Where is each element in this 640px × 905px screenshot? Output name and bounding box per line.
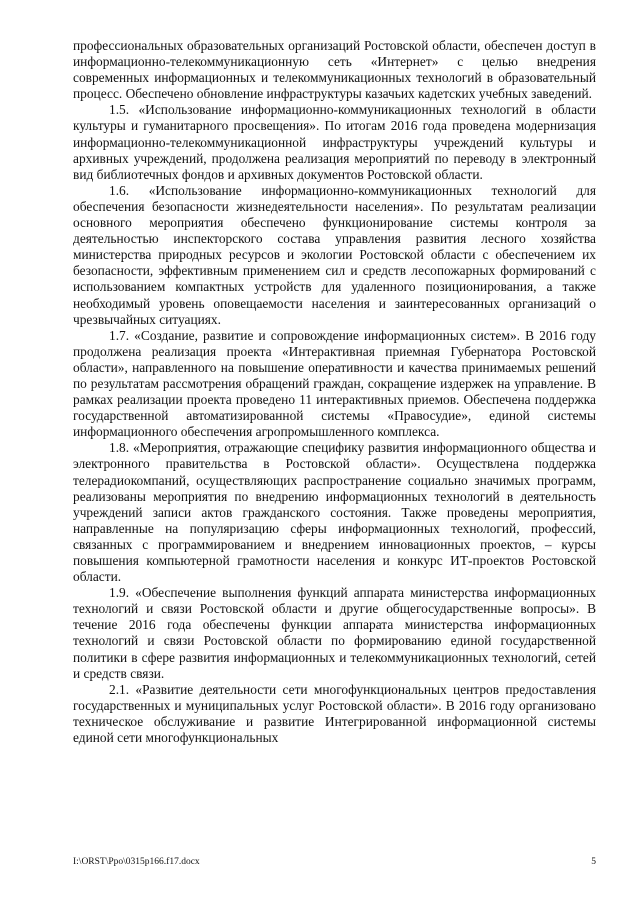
- footer-file-path: I:\ORST\Ppo\0315p166.f17.docx: [73, 857, 200, 867]
- page-footer: [73, 857, 596, 871]
- page-number: 5: [591, 857, 596, 867]
- paragraph-1-8: 1.8. «Мероприятия, отражающие специфику развития информационного общества и электронного правительства в Ростовской области». Осуществлена поддержка телерадиокомпаний, осуществляющих распространение социально значимых программ, реализованы мероприятия по внедрению информационных технологий в деятельность учреждений записи актов гражданского состояния. Также проведены мероприятия, направленные на популяризацию сферы информационных технологий, профессий, связанных с программированием и внедрением инновационных проектов, – курсы повышения компьютерной грамотности населения и конкурс ИТ-проектов Ростовской области.: [73, 440, 596, 585]
- paragraph-1-7: 1.7. «Создание, развитие и сопровождение информационных систем». В 2016 году продолжена реализация проекта «Интерактивная приемная Губернатора Ростовской области», направленного на повышение оперативности и качества принимаемых решений по результатам рассмотрения обращений граждан, сокращение издержек на управление. В рамках реализации проекта проведено 11 интерактивных приемов. Обеспечена поддержка государственной автоматизированной системы «Правосудие», единой системы информационного обеспечения агропромышленного комплекса.: [73, 327, 596, 440]
- paragraph-2-1: 2.1. «Развитие деятельности сети многофункциональных центров предоставления государственных и муниципальных услуг Ростовской области». В 2016 году организовано техническое обслуживание и развитие Интегрированной информационной системы единой сети многофункциональных: [73, 681, 596, 746]
- paragraph-1-6: 1.6. «Использование информационно-коммуникационных технологий для обеспечения безопасности жизнедеятельности населения». По результатам реализации основного мероприятия обеспечено функционирование системы контроля за деятельностью инспекторского состава управления развития лесного хозяйства министерства природных ресурсов и экологии Ростовской области с обеспечением их безопасности, эффективным применением сил и средств лесопожарных формирований с использованием компактных устройств для удаленного позиционирования, а также необходимый уровень оповещаемости населения и заинтересованных организаций о чрезвычайных ситуациях.: [73, 182, 596, 327]
- paragraph-1-5: 1.5. «Использование информационно-коммуникационных технологий в области культуры и гуманитарного просвещения». По итогам 2016 года проведена модернизация информационно-телекоммуникационной инфраструктуры учреждений культуры и архивных учреждений, продолжена реализация мероприятий по переводу в электронный вид библиотечных фондов и архивных документов Ростовской области.: [73, 102, 596, 182]
- document-body: [73, 38, 596, 746]
- paragraph-1-9: 1.9. «Обеспечение выполнения функций аппарата министерства информационных технологий и связи Ростовской области и другие общегосударственные вопросы». В течение 2016 года обеспечены функции аппарата министерства информационных технологий и связи Ростовской области по формированию единой государственной политики в сфере развития информационных и телекоммуникационных технологий, сетей и средств связи.: [73, 585, 596, 681]
- paragraph-continuation: профессиональных образовательных организаций Ростовской области, обеспечен доступ в информационно-телекоммуникационную сеть «Интернет» с целью внедрения современных информационных и телекоммуникационных технологий в образовательный процесс. Обеспечено обновление инфраструктуры казачьих кадетских учебных заведений.: [73, 38, 596, 102]
